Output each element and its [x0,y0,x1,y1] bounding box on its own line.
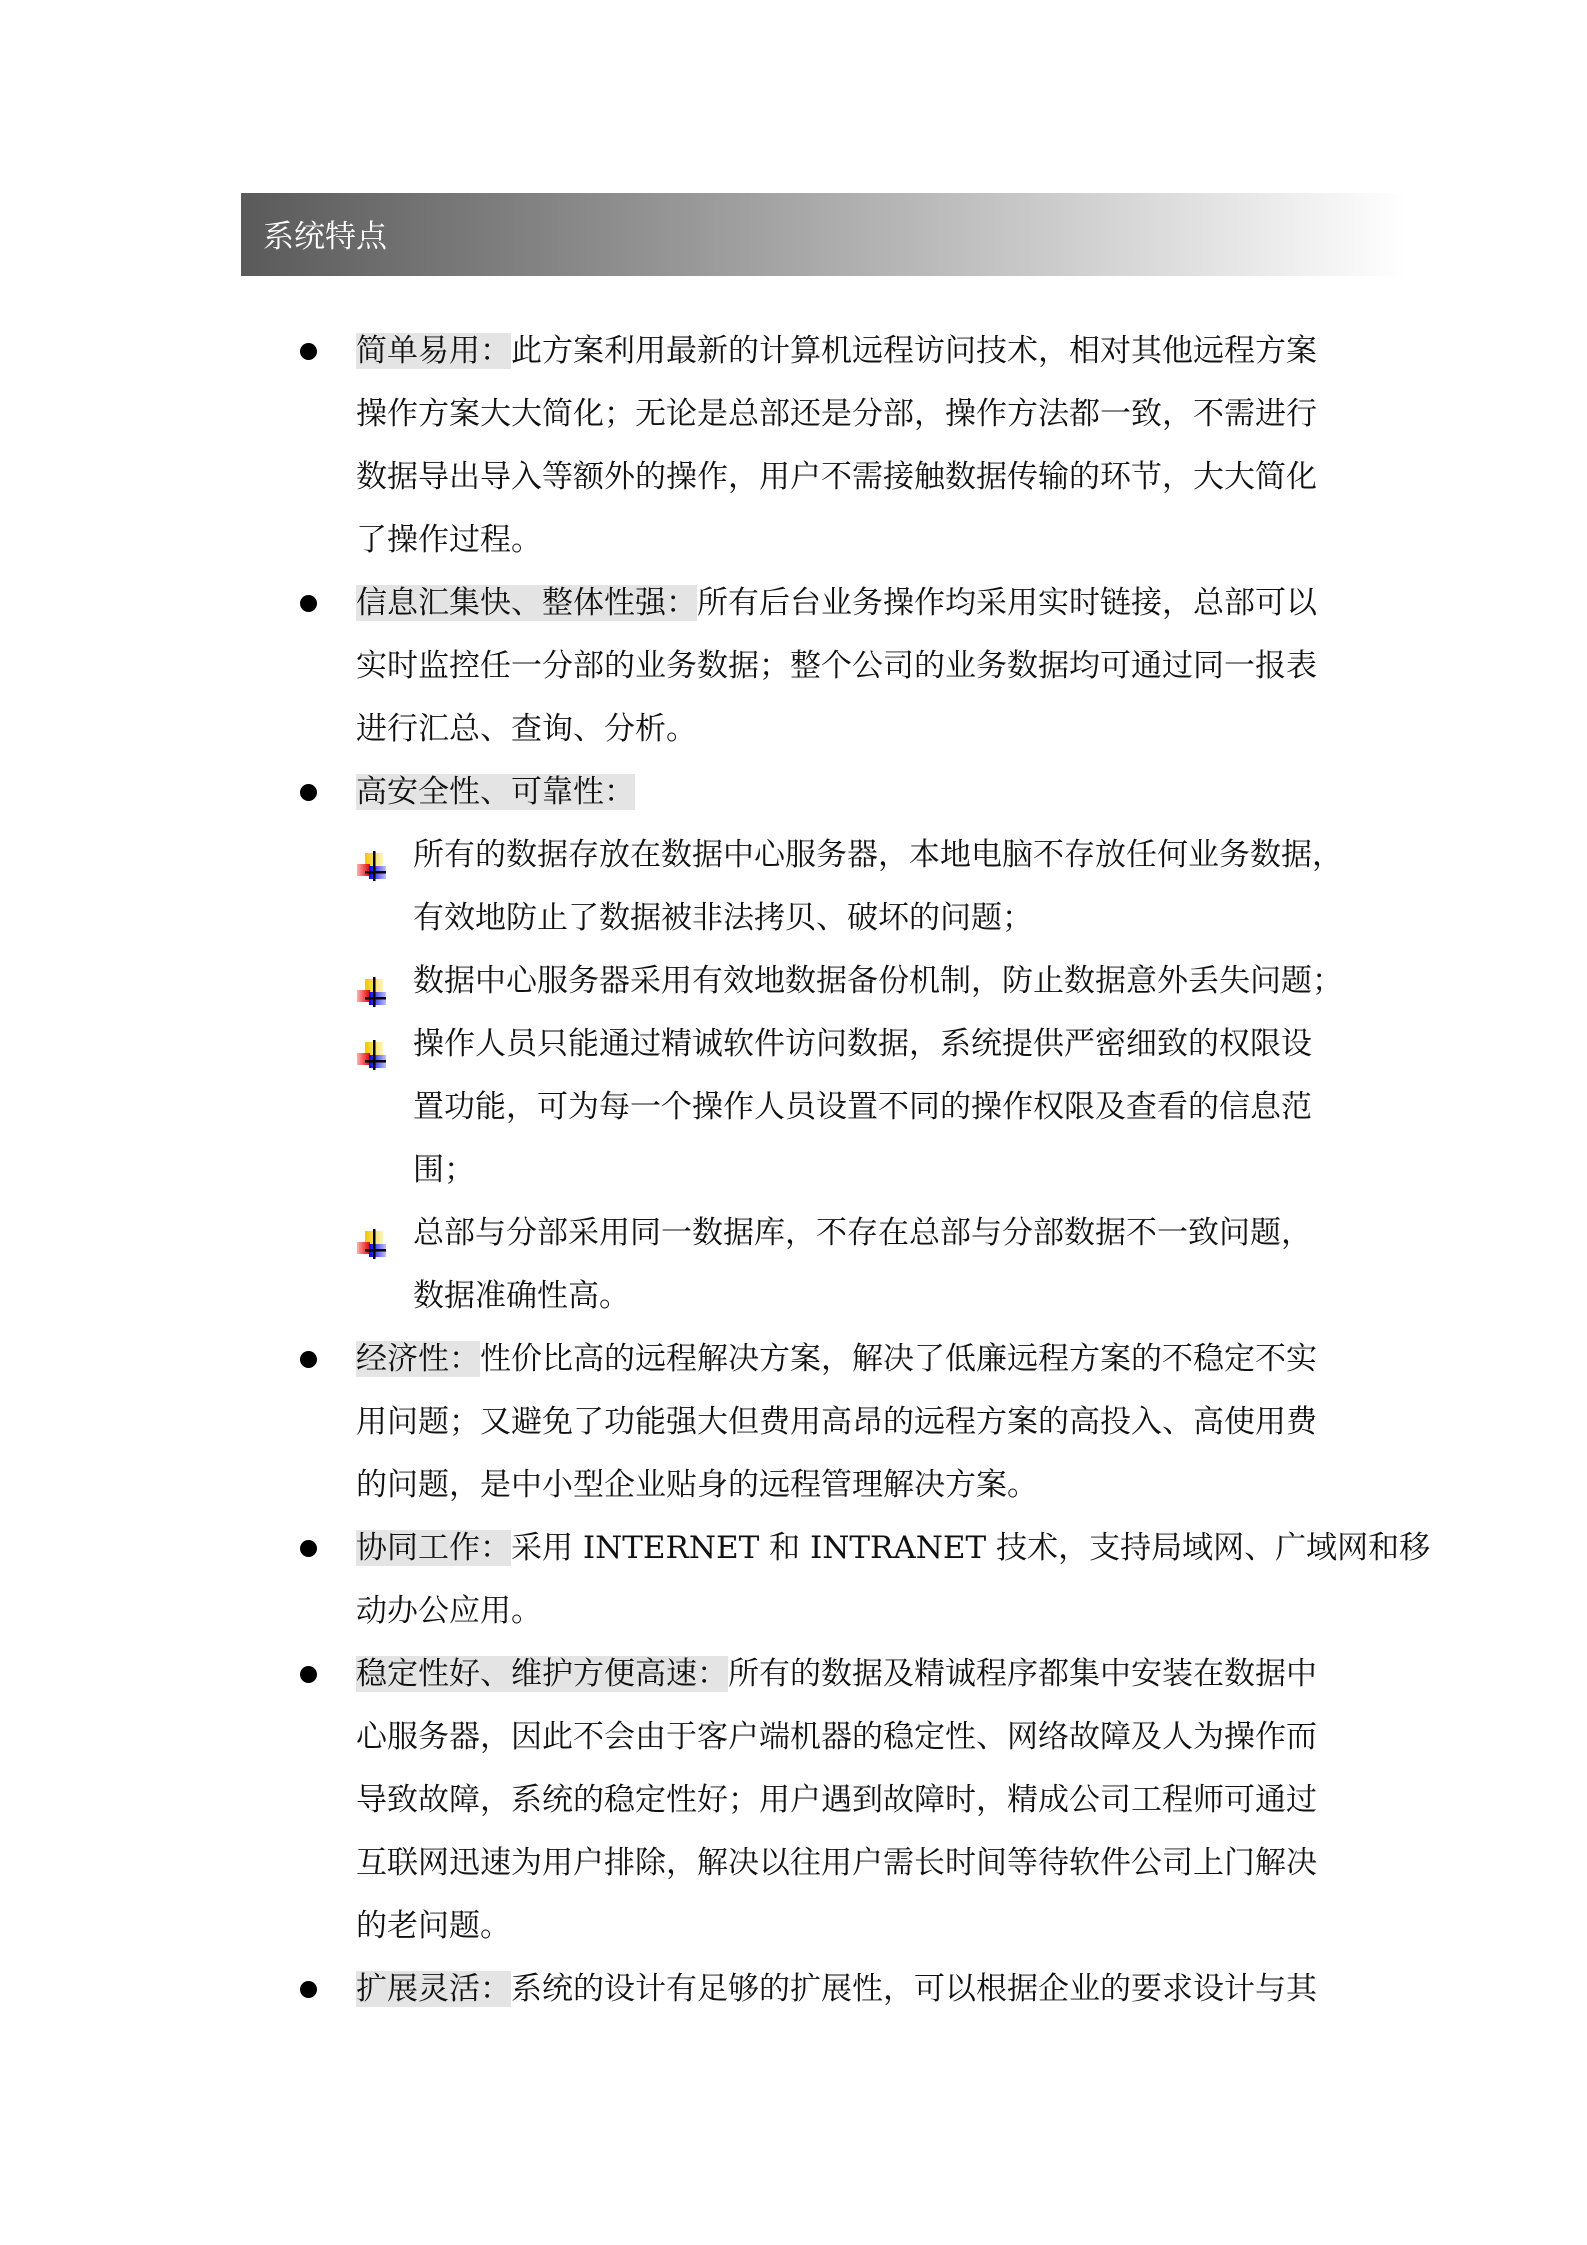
list-item-line [0,698,1587,761]
item-text: 进行汇总、查询、分析。 [356,711,697,747]
list-item-line [0,572,1587,635]
item-label: 高安全性、可靠性： [356,774,635,810]
item-label: 信息汇集快、整体性强： [356,585,697,621]
sub-item-text: 数据准确性高。 [413,1278,630,1314]
item-label: 经济性： [356,1341,480,1377]
cross-bullet-icon [356,840,386,870]
list-item-line [0,1580,1587,1643]
list-item-line [0,1769,1587,1832]
item-text: 的问题，是中小型企业贴身的远程管理解决方案。 [356,1467,1038,1503]
feature-list [0,320,1587,2021]
item-text: 心服务器，因此不会由于客户端机器的稳定性、网络故障及人为操作而 [356,1719,1317,1755]
item-text: 用问题；又避免了功能强大但费用高昂的远程方案的高投入、高使用费 [356,1404,1317,1440]
sub-item-text: 操作人员只能通过精诚软件访问数据，系统提供严密细致的权限设 [413,1026,1312,1062]
cross-bullet-icon [356,1218,386,1248]
sub-item-text: 总部与分部采用同一数据库，不存在总部与分部数据不一致问题， [413,1215,1312,1251]
item-label: 协同工作： [356,1530,511,1566]
sub-item-line [0,1013,1587,1076]
list-item-line [0,1391,1587,1454]
item-text: 实时监控任一分部的业务数据；整个公司的业务数据均可通过同一报表 [356,648,1317,684]
bullet-icon [300,784,317,801]
bullet-icon [300,1666,317,1683]
list-item-line [0,1328,1587,1391]
section-header [241,193,1407,276]
bullet-icon [300,595,317,612]
list-item-line [0,320,1587,383]
item-label: 扩展灵活： [356,1971,511,2007]
list-item-line [0,509,1587,572]
bullet-icon [300,343,317,360]
list-item-line [0,1706,1587,1769]
sub-item-line [0,1139,1587,1202]
list-item-line [0,1454,1587,1517]
sub-item-line [0,1265,1587,1328]
item-label: 稳定性好、维护方便高速： [356,1656,728,1692]
sub-item-line [0,950,1587,1013]
item-text: 动办公应用。 [356,1593,542,1629]
list-item-line [0,761,1587,824]
item-text: 系统的设计有足够的扩展性，可以根据企业的要求设计与其 [511,1971,1317,2007]
cross-bullet-icon [356,966,386,996]
item-text: 数据导出导入等额外的操作，用户不需接触数据传输的环节，大大简化 [356,459,1317,495]
sub-item-text: 数据中心服务器采用有效地数据备份机制，防止数据意外丢失问题； [413,963,1343,999]
item-text: 采用 INTERNET 和 INTRANET 技术，支持局域网、广域网和移 [511,1530,1431,1566]
item-text: 此方案利用最新的计算机远程访问技术，相对其他远程方案 [511,333,1317,369]
item-text: 所有后台业务操作均采用实时链接，总部可以 [697,585,1317,621]
item-text: 所有的数据及精诚程序都集中安装在数据中 [728,1656,1317,1692]
list-item-line [0,1895,1587,1958]
list-item-line [0,1958,1587,2021]
list-item-line [0,446,1587,509]
item-text: 互联网迅速为用户排除，解决以往用户需长时间等待软件公司上门解决 [356,1845,1317,1881]
bullet-icon [300,1540,317,1557]
list-item-line [0,383,1587,446]
item-text: 性价比高的远程解决方案，解决了低廉远程方案的不稳定不实 [480,1341,1317,1377]
bullet-icon [300,1351,317,1368]
item-label: 简单易用： [356,333,511,369]
sub-item-text: 有效地防止了数据被非法拷贝、破坏的问题； [413,900,1033,936]
list-item-line [0,1517,1587,1580]
item-text: 操作方案大大简化；无论是总部还是分部，操作方法都一致，不需进行 [356,396,1317,432]
list-item-line [0,1832,1587,1895]
list-item-line [0,1643,1587,1706]
sub-item-line [0,1076,1587,1139]
sub-item-line [0,887,1587,950]
item-text: 的老问题。 [356,1908,511,1944]
sub-item-text: 所有的数据存放在数据中心服务器，本地电脑不存放任何业务数据， [413,837,1343,873]
sub-item-text: 围； [413,1152,475,1188]
item-text: 了操作过程。 [356,522,542,558]
bullet-icon [300,1981,317,1998]
list-item-line [0,635,1587,698]
sub-item-line [0,824,1587,887]
item-text: 导致故障，系统的稳定性好；用户遇到故障时，精成公司工程师可通过 [356,1782,1317,1818]
sub-item-line [0,1202,1587,1265]
section-title: 系统特点 [263,219,387,255]
cross-bullet-icon [356,1029,386,1059]
sub-item-text: 置功能，可为每一个操作人员设置不同的操作权限及查看的信息范 [413,1089,1312,1125]
